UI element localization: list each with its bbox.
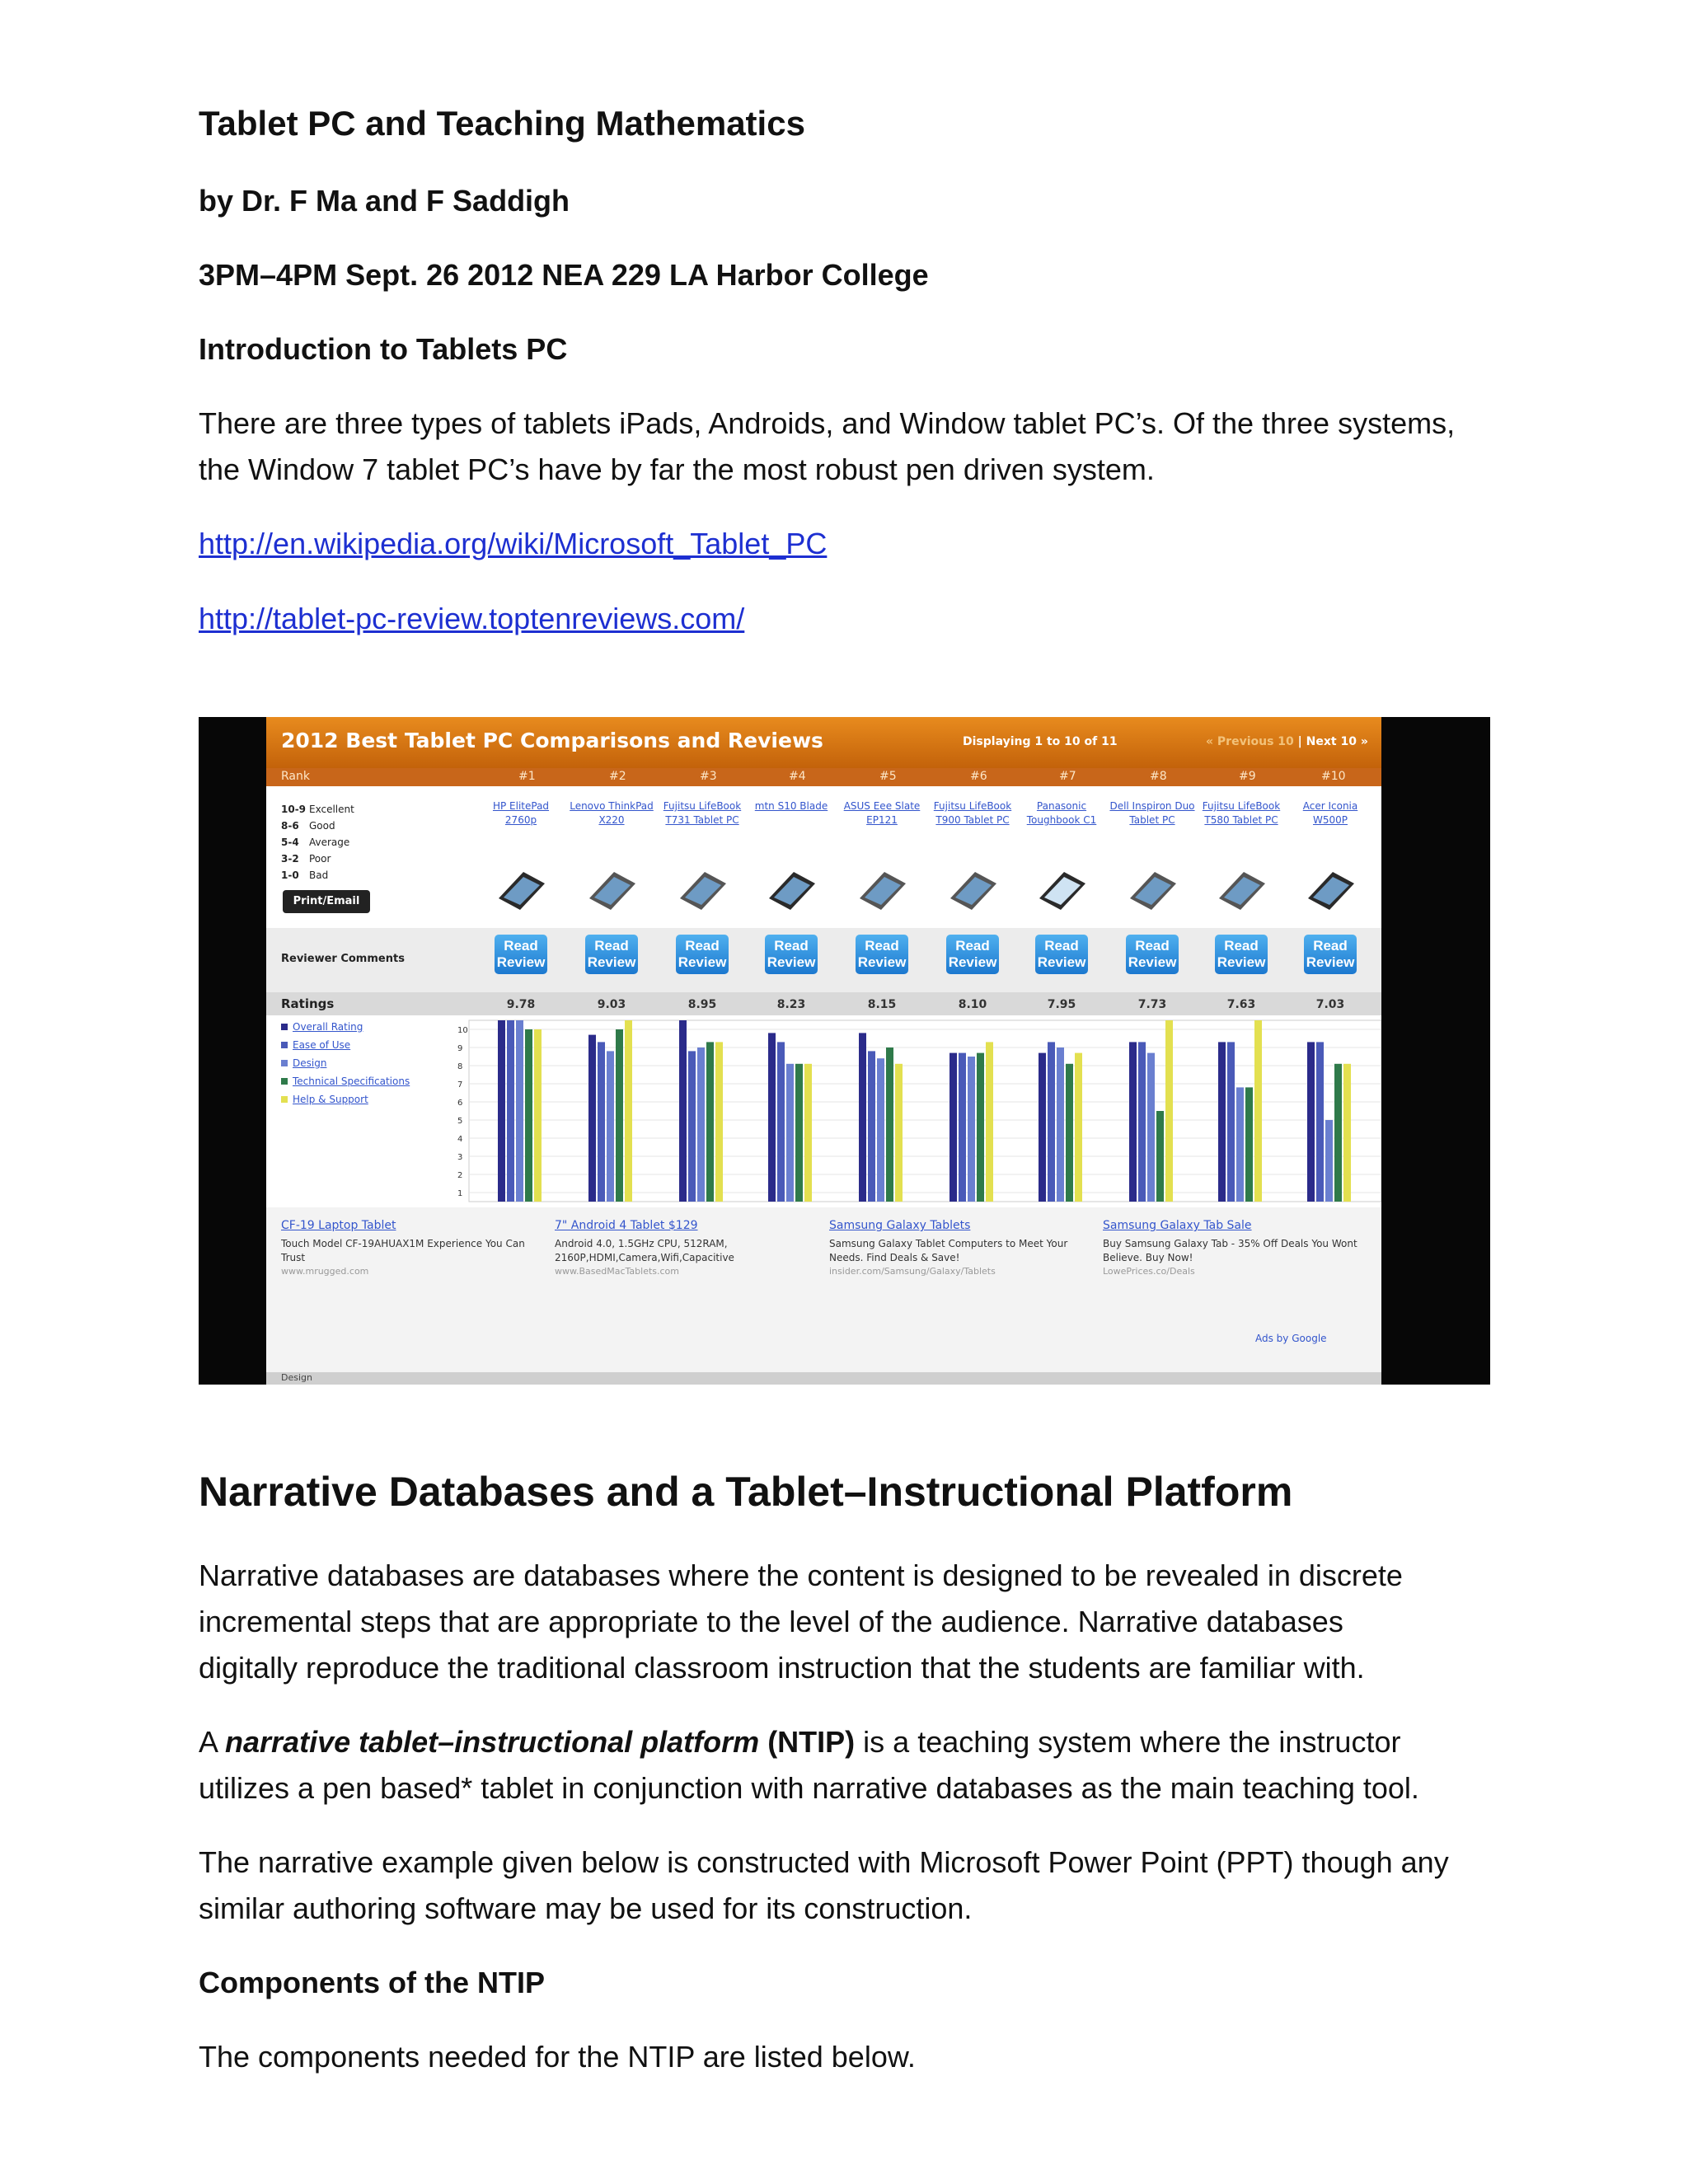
toptenreviews-link[interactable]: http://tablet-pc-review.toptenreviews.com/ [199, 602, 745, 635]
read-review-button[interactable]: Read Review [765, 935, 818, 974]
tablet-image[interactable] [762, 865, 820, 913]
rating-score: 9.78 [506, 998, 536, 1011]
read-review-button[interactable]: Read Review [1304, 935, 1357, 974]
bar [877, 1058, 884, 1202]
bar [1245, 1087, 1253, 1202]
bar [679, 1020, 687, 1202]
bar [1156, 1111, 1164, 1202]
pagination-sep: | [1293, 735, 1306, 748]
read-review-button[interactable]: Read Review [1035, 935, 1088, 974]
ad-4[interactable] [1103, 1217, 1358, 1278]
bar [968, 1057, 975, 1202]
rank-5: #5 [879, 770, 897, 783]
bar [950, 1053, 957, 1202]
y-tick-label: 4 [457, 1135, 463, 1144]
pagination [1206, 735, 1368, 748]
rating-score: 8.15 [867, 998, 897, 1011]
bar [795, 1064, 803, 1202]
bar [768, 1033, 776, 1202]
y-tick-label: 1 [457, 1189, 463, 1198]
bar [697, 1047, 705, 1202]
scale-row: 5-4 Average [281, 837, 350, 848]
intro-line-2: the Window 7 tablet PC’s have by far the most robust pen driven system. [199, 452, 1155, 486]
ratings-chart [266, 1015, 1381, 1207]
read-review-button[interactable]: Read Review [1215, 935, 1268, 974]
components-text: The components needed for the NTIP are listed below. [199, 2040, 916, 2074]
bar [715, 1042, 723, 1202]
tablet-comparison-screenshot [199, 717, 1490, 1385]
ad-body: Buy Samsung Galaxy Tab - 35% Off Deals You Wont Believe. Buy Now! [1103, 1238, 1357, 1263]
y-tick-label: 10 [457, 1026, 468, 1035]
read-review-button[interactable]: Read Review [676, 935, 729, 974]
bar [706, 1042, 714, 1202]
ad-3[interactable] [829, 1217, 1085, 1278]
rating-score: 7.63 [1226, 998, 1256, 1011]
scale-row: 3-2 Poor [281, 853, 331, 865]
rank-7: #7 [1059, 770, 1076, 783]
tablet-image[interactable] [583, 865, 640, 913]
bar [986, 1042, 993, 1202]
bar [1334, 1064, 1342, 1202]
product-name-link[interactable]: Lenovo ThinkPad X220 [570, 800, 654, 826]
bar [598, 1042, 605, 1202]
product-name-link[interactable]: Dell Inspiron Duo Tablet PC [1109, 800, 1195, 826]
p2-line-2: utilizes a pen based* tablet in conjunction with narrative databases as the main teaching tool. [199, 1771, 1419, 1805]
legend-item-help[interactable]: Help & Support [281, 1090, 410, 1108]
bar [1254, 1020, 1262, 1202]
rating-score: 8.23 [776, 998, 806, 1011]
bar [1138, 1042, 1146, 1202]
read-review-button[interactable]: Read Review [946, 935, 999, 974]
rating-score: 7.73 [1137, 998, 1167, 1011]
tablet-image[interactable] [1212, 865, 1270, 913]
rank-bar [266, 768, 1381, 786]
p2-line-1: A narrative tablet–instructional platform (NTIP) is a teaching system where the instructor [199, 1725, 1401, 1759]
y-tick-label: 7 [457, 1080, 463, 1090]
wikipedia-link[interactable]: http://en.wikipedia.org/wiki/Microsoft_Tablet_PC [199, 527, 828, 560]
review-site [266, 717, 1381, 1385]
print-email-button[interactable]: Print/Email [283, 890, 370, 913]
authors: by Dr. F Ma and F Saddigh [199, 184, 570, 218]
session-info: 3PM–4PM Sept. 26 2012 NEA 229 LA Harbor College [199, 258, 929, 292]
doc-title: Tablet PC and Teaching Mathematics [199, 104, 805, 143]
displaying-count: Displaying 1 to 10 of 11 [963, 735, 1118, 748]
bar [1147, 1053, 1155, 1202]
bar [1165, 1020, 1173, 1202]
ad-body: Samsung Galaxy Tablet Computers to Meet Your Needs. Find Deals & Save! [829, 1238, 1068, 1263]
rank-10: #10 [1321, 770, 1346, 783]
bar [786, 1064, 794, 1202]
p3-line-1: The narrative example given below is constructed with Microsoft Power Point (PPT) though any [199, 1845, 1449, 1879]
bar [1307, 1042, 1315, 1202]
bar [607, 1051, 614, 1202]
y-tick-label: 6 [457, 1099, 463, 1108]
section2-heading: Narrative Databases and a Tablet–Instructional Platform [199, 1469, 1293, 1515]
rating-score: 8.10 [958, 998, 987, 1011]
legend-item-tech[interactable]: Technical Specifications [281, 1072, 410, 1090]
rank-8: #8 [1150, 770, 1167, 783]
ad-title[interactable]: 7" Android 4 Tablet $129 [555, 1219, 698, 1232]
ad-title[interactable]: Samsung Galaxy Tablets [829, 1219, 971, 1232]
ratings-label: Ratings [281, 996, 335, 1011]
read-review-button[interactable]: Read Review [1126, 935, 1179, 974]
rank-2: #2 [609, 770, 626, 783]
legend-item-overall[interactable]: Overall Rating [281, 1018, 410, 1036]
ads-section [266, 1207, 1381, 1372]
bar [895, 1064, 903, 1202]
p1-line-1: Narrative databases are databases where the content is designed to be revealed in discrete [199, 1558, 1403, 1592]
rank-4: #4 [789, 770, 806, 783]
bar [688, 1051, 696, 1202]
ad-url: LowePrices.co/Deals [1103, 1266, 1195, 1277]
bar [804, 1064, 812, 1202]
components-heading: Components of the NTIP [199, 1966, 545, 1999]
bar [777, 1042, 785, 1202]
ad-title[interactable]: CF-19 Laptop Tablet [281, 1219, 396, 1232]
p1-line-2: incremental steps that are appropriate to the level of the audience. Narrative databases [199, 1605, 1343, 1638]
bar [1066, 1064, 1073, 1202]
y-tick-label: 5 [457, 1117, 463, 1126]
tablet-image[interactable] [1301, 865, 1359, 913]
previous-link[interactable]: « Previous 10 [1206, 735, 1294, 748]
legend-item-ease[interactable]: Ease of Use [281, 1036, 410, 1054]
tablet-image[interactable] [1033, 865, 1090, 913]
tablet-image[interactable] [944, 865, 1001, 913]
site-header [266, 717, 1381, 768]
bar [588, 1035, 596, 1202]
rating-score: 7.95 [1047, 998, 1076, 1011]
y-tick-label: 3 [457, 1153, 463, 1162]
rating-scale [281, 801, 354, 883]
scale-row: 8-6 Good [281, 820, 335, 832]
product-name-link[interactable]: mtn S10 Blade [754, 800, 828, 812]
bar [868, 1051, 875, 1202]
bar [1227, 1042, 1235, 1202]
ad-1[interactable] [281, 1217, 537, 1278]
bar [525, 1029, 532, 1202]
bar [959, 1053, 966, 1202]
scale-row: 1-0 Bad [281, 869, 329, 881]
read-review-button[interactable]: Read Review [495, 935, 547, 974]
p3-line-2: similar authoring software may be used for its construction. [199, 1891, 973, 1925]
bar [1218, 1042, 1226, 1202]
legend-item-design[interactable]: Design [281, 1054, 410, 1072]
bar [534, 1029, 542, 1202]
y-tick-label: 2 [457, 1171, 463, 1180]
rating-score: 7.03 [1315, 998, 1345, 1011]
bar [1048, 1042, 1055, 1202]
bar [1236, 1087, 1244, 1202]
bar [977, 1053, 984, 1202]
bar [886, 1047, 893, 1202]
bar [1057, 1047, 1064, 1202]
rank-label: Rank [281, 770, 310, 783]
bar [1325, 1120, 1333, 1202]
product-name-link[interactable]: HP ElitePad 2760p [492, 800, 550, 826]
rating-score: 9.03 [597, 998, 626, 1011]
bar [1129, 1042, 1137, 1202]
p1-line-3: digitally reproduce the traditional classroom instruction that the students are familiar with. [199, 1651, 1365, 1685]
ad-2[interactable] [555, 1217, 810, 1278]
site-footer: Design [266, 1372, 1381, 1385]
product-name-link[interactable]: Fujitsu LifeBook T731 Tablet PC [663, 800, 742, 826]
ad-url: www.mrugged.com [281, 1266, 369, 1277]
ntip-term: narrative tablet–instructional platform [225, 1725, 760, 1759]
site-title: 2012 Best Tablet PC Comparisons and Reviews [281, 729, 823, 752]
bar [1343, 1064, 1351, 1202]
reviewer-comments-label: Reviewer Comments [281, 953, 405, 965]
next-link[interactable]: Next 10 » [1306, 735, 1368, 748]
ad-url: www.BasedMacTablets.com [555, 1266, 680, 1277]
product-name-link[interactable]: Fujitsu LifeBook T580 Tablet PC [1202, 800, 1281, 826]
bar [498, 1020, 505, 1202]
y-tick-label: 9 [457, 1044, 463, 1053]
tablet-image[interactable] [853, 865, 911, 913]
product-name-link[interactable]: Panasonic Toughbook C1 [1026, 800, 1097, 826]
rank-6: #6 [970, 770, 987, 783]
tablet-image[interactable] [492, 865, 550, 913]
ntip-abbr: (NTIP) [767, 1725, 856, 1759]
product-name-link[interactable]: Acer Iconia W500P [1302, 800, 1358, 826]
ad-body: Touch Model CF-19AHUAX1M Experience You Can Trust [281, 1238, 525, 1263]
bar [516, 1020, 523, 1202]
scale-row: 10-9 Excellent [281, 804, 354, 815]
rank-3: #3 [700, 770, 717, 783]
bar [625, 1020, 632, 1202]
read-review-button[interactable]: Read Review [856, 935, 908, 974]
bar [1075, 1053, 1082, 1202]
ad-title[interactable]: Samsung Galaxy Tab Sale [1103, 1219, 1252, 1232]
bar [616, 1029, 623, 1202]
y-tick-label: 8 [457, 1062, 463, 1071]
rank-9: #9 [1239, 770, 1256, 783]
rating-score: 8.95 [687, 998, 717, 1011]
bar [859, 1033, 866, 1202]
bar [1039, 1053, 1046, 1202]
tablet-image[interactable] [673, 865, 731, 913]
bar [1316, 1042, 1324, 1202]
product-name-link[interactable]: ASUS Eee Slate EP121 [843, 800, 921, 826]
ad-url: insider.com/Samsung/Galaxy/Tablets [829, 1266, 996, 1277]
tablet-image[interactable] [1123, 865, 1181, 913]
ads-by-google[interactable]: Ads by Google [1255, 1333, 1327, 1344]
bar [507, 1020, 514, 1202]
intro-heading: Introduction to Tablets PC [199, 332, 568, 366]
product-name-link[interactable]: Fujitsu LifeBook T900 Tablet PC [933, 800, 1012, 826]
ad-body: Android 4.0, 1.5GHz CPU, 512RAM, 2160P,HDMI,Camera,Wifi,Capacitive [555, 1238, 734, 1263]
intro-line-1: There are three types of tablets iPads, Androids, and Window tablet PC’s. Of the three systems, [199, 406, 1456, 440]
read-review-button[interactable]: Read Review [585, 935, 638, 974]
rank-1: #1 [518, 770, 536, 783]
